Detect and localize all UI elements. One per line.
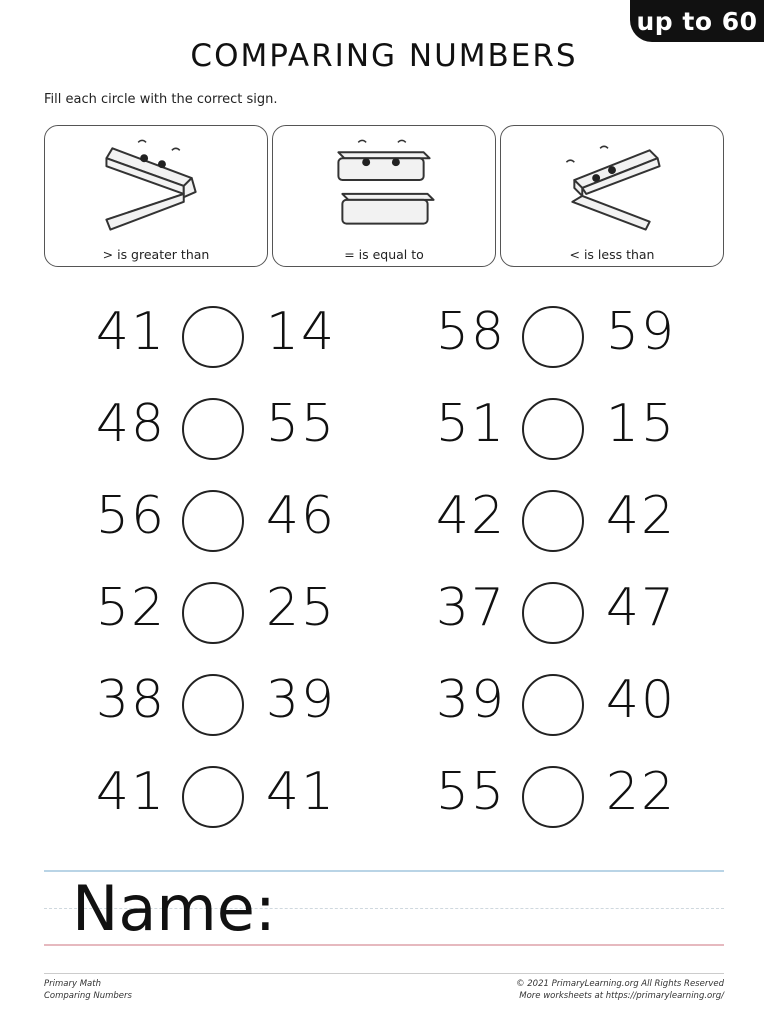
left-number: 56: [95, 486, 167, 546]
answer-circle[interactable]: [522, 490, 584, 552]
equal-sign-character-icon: [273, 126, 495, 241]
less-than-character-icon: [501, 126, 723, 241]
legend-caption: > is greater than: [102, 247, 210, 262]
instructions: Fill each circle with the correct sign.: [44, 92, 278, 107]
right-number: 40: [605, 670, 677, 730]
left-number: 38: [95, 670, 167, 730]
answer-circle[interactable]: [522, 398, 584, 460]
right-number: 59: [605, 302, 677, 362]
right-number: 47: [605, 578, 677, 638]
name-writing-area[interactable]: [44, 870, 724, 950]
problem-row: [88, 482, 688, 572]
left-number: 52: [95, 578, 167, 638]
answer-circle[interactable]: [182, 582, 244, 644]
footer-left: [44, 978, 132, 1002]
comparison-problem: [88, 482, 358, 572]
left-number: 42: [435, 486, 507, 546]
legend-equal-to: [272, 125, 496, 267]
problem-row: [88, 574, 688, 664]
comparison-problem: [428, 758, 698, 848]
legend-caption: < is less than: [569, 247, 655, 262]
footer-worksheet-name: Comparing Numbers: [44, 991, 132, 1001]
footer-divider: [44, 973, 724, 974]
left-number: 48: [95, 394, 167, 454]
sign-legend: [44, 125, 724, 267]
right-number: 42: [605, 486, 677, 546]
footer-right: [516, 978, 724, 1002]
name-label: Name:: [72, 872, 276, 945]
answer-circle[interactable]: [182, 490, 244, 552]
greater-than-character-icon: [45, 126, 267, 241]
footer-copyright: © 2021 PrimaryLearning.org All Rights Reserved: [516, 979, 724, 989]
comparison-problem: [428, 574, 698, 664]
problem-row: [88, 666, 688, 756]
problem-row: [88, 390, 688, 480]
footer-subject: Primary Math: [44, 979, 101, 989]
comparison-problem: [88, 666, 358, 756]
right-number: 39: [265, 670, 337, 730]
answer-circle[interactable]: [182, 306, 244, 368]
comparison-problem: [428, 298, 698, 388]
problem-grid: [88, 298, 688, 848]
comparison-problem: [428, 666, 698, 756]
answer-circle[interactable]: [182, 766, 244, 828]
left-number: 37: [435, 578, 507, 638]
problem-row: [88, 298, 688, 388]
answer-circle[interactable]: [522, 582, 584, 644]
answer-circle[interactable]: [522, 674, 584, 736]
comparison-problem: [88, 758, 358, 848]
answer-circle[interactable]: [182, 674, 244, 736]
comparison-problem: [428, 390, 698, 480]
legend-less-than: [500, 125, 724, 267]
left-number: 41: [95, 762, 167, 822]
right-number: 14: [265, 302, 337, 362]
left-number: 51: [435, 394, 507, 454]
left-number: 39: [435, 670, 507, 730]
comparison-problem: [88, 574, 358, 664]
right-number: 41: [265, 762, 337, 822]
comparison-problem: [428, 482, 698, 572]
comparison-problem: [88, 390, 358, 480]
answer-circle[interactable]: [522, 766, 584, 828]
left-number: 41: [95, 302, 167, 362]
right-number: 55: [265, 394, 337, 454]
legend-greater-than: [44, 125, 268, 267]
right-number: 22: [605, 762, 677, 822]
right-number: 46: [265, 486, 337, 546]
right-number: 25: [265, 578, 337, 638]
answer-circle[interactable]: [182, 398, 244, 460]
footer-website: More worksheets at https://primarylearning.org/: [519, 991, 724, 1001]
level-badge: up to 60: [630, 0, 764, 42]
page-title: COMPARING NUMBERS: [190, 38, 578, 74]
legend-caption: = is equal to: [344, 247, 424, 262]
comparison-problem: [88, 298, 358, 388]
right-number: 15: [605, 394, 677, 454]
answer-circle[interactable]: [522, 306, 584, 368]
left-number: 58: [435, 302, 507, 362]
problem-row: [88, 758, 688, 848]
left-number: 55: [435, 762, 507, 822]
